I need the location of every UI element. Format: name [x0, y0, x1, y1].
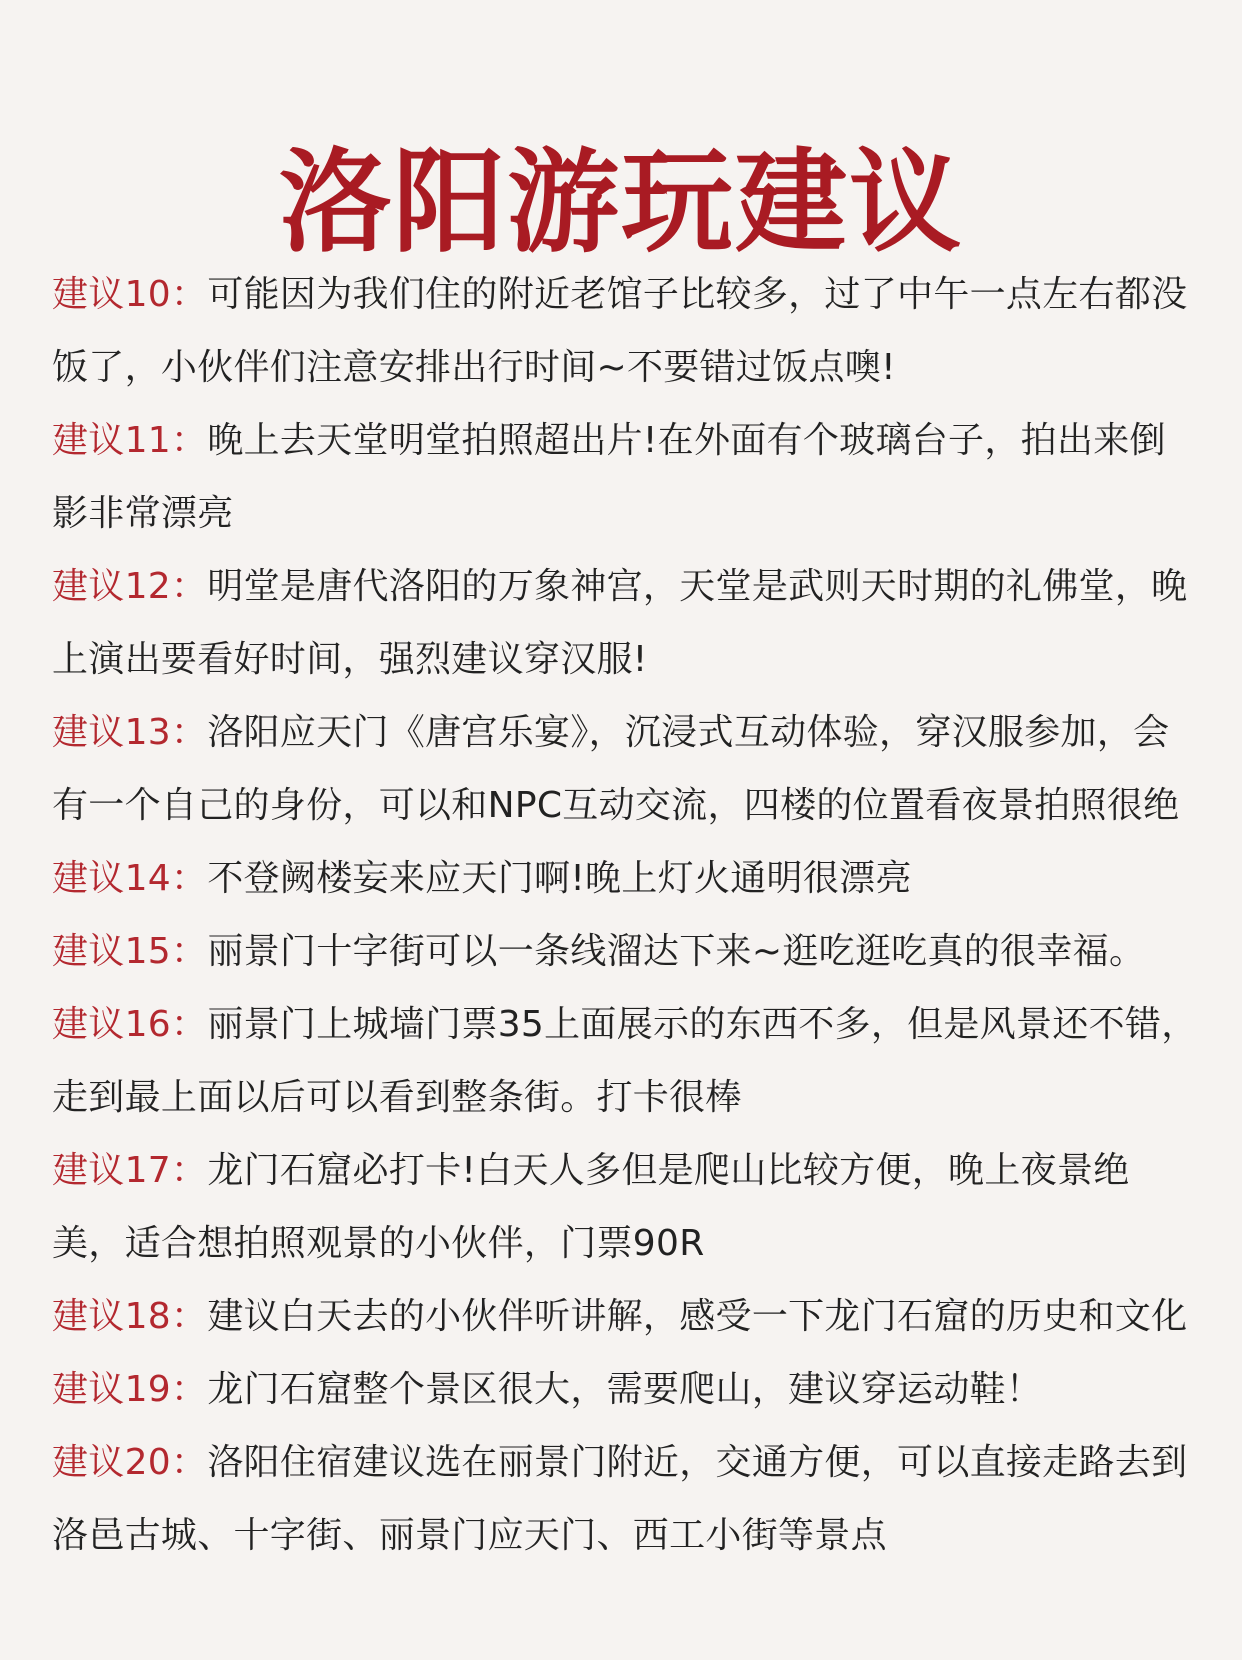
tip-label: 建议18：	[52, 1296, 208, 1337]
tip-label: 建议17：	[52, 1150, 208, 1191]
list-item	[52, 258, 1202, 404]
tip-label: 建议12：	[52, 566, 208, 607]
tip-text: 洛阳住宿建议选在丽景门附近，交通方便，可以直接走路去到洛邑古城、十字街、丽景门应天门、西工小街等景点	[52, 1442, 1188, 1556]
tip-text: 明堂是唐代洛阳的万象神宫，天堂是武则天时期的礼佛堂，晚上演出要看好时间，强烈建议穿汉服!	[52, 566, 1188, 680]
tip-label: 建议14：	[52, 858, 208, 899]
list-item	[52, 1134, 1202, 1280]
tip-text: 丽景门十字街可以一条线溜达下来~逛吃逛吃真的很幸福。	[207, 931, 1146, 972]
tip-text: 不登阙楼妄来应天门啊!晚上灯火通明很漂亮	[207, 858, 912, 899]
list-item	[52, 1280, 1202, 1353]
tip-text: 可能因为我们住的附近老馆子比较多，过了中午一点左右都没饭了，小伙伴们注意安排出行时间~不要错过饭点噢!	[52, 274, 1188, 388]
list-item	[52, 915, 1202, 988]
tip-text: 龙门石窟整个景区很大，需要爬山，建议穿运动鞋！	[207, 1369, 1043, 1410]
list-item	[52, 404, 1202, 550]
tip-label: 建议13：	[52, 712, 208, 753]
list-item	[52, 550, 1202, 696]
tip-label: 建议10：	[52, 274, 208, 315]
tip-text: 建议白天去的小伙伴听讲解，感受一下龙门石窟的历史和文化	[207, 1296, 1188, 1337]
list-item	[52, 842, 1202, 915]
list-item	[52, 1353, 1202, 1426]
tip-text: 龙门石窟必打卡!白天人多但是爬山比较方便，晚上夜景绝美，适合想拍照观景的小伙伴，门票90R	[52, 1150, 1130, 1264]
tip-label: 建议15：	[52, 931, 208, 972]
tip-label: 建议11：	[52, 420, 208, 461]
tip-text: 洛阳应天门《唐宫乐宴》，沉浸式互动体验，穿汉服参加，会有一个自己的身份，可以和NPC互动交流，四楼的位置看夜景拍照很绝	[52, 712, 1180, 826]
list-item	[52, 988, 1202, 1134]
tips-list	[52, 258, 1202, 1572]
tip-text: 丽景门上城墙门票35上面展示的东西不多，但是风景还不错，走到最上面以后可以看到整条街。打卡很棒	[52, 1004, 1198, 1118]
tip-label: 建议16：	[52, 1004, 208, 1045]
tip-label: 建议20：	[52, 1442, 208, 1483]
list-item	[52, 696, 1202, 842]
tip-label: 建议19：	[52, 1369, 208, 1410]
page-title: 洛阳游玩建议	[279, 138, 963, 269]
tip-text: 晚上去天堂明堂拍照超出片!在外面有个玻璃台子，拍出来倒影非常漂亮	[52, 420, 1166, 534]
list-item	[52, 1426, 1202, 1572]
